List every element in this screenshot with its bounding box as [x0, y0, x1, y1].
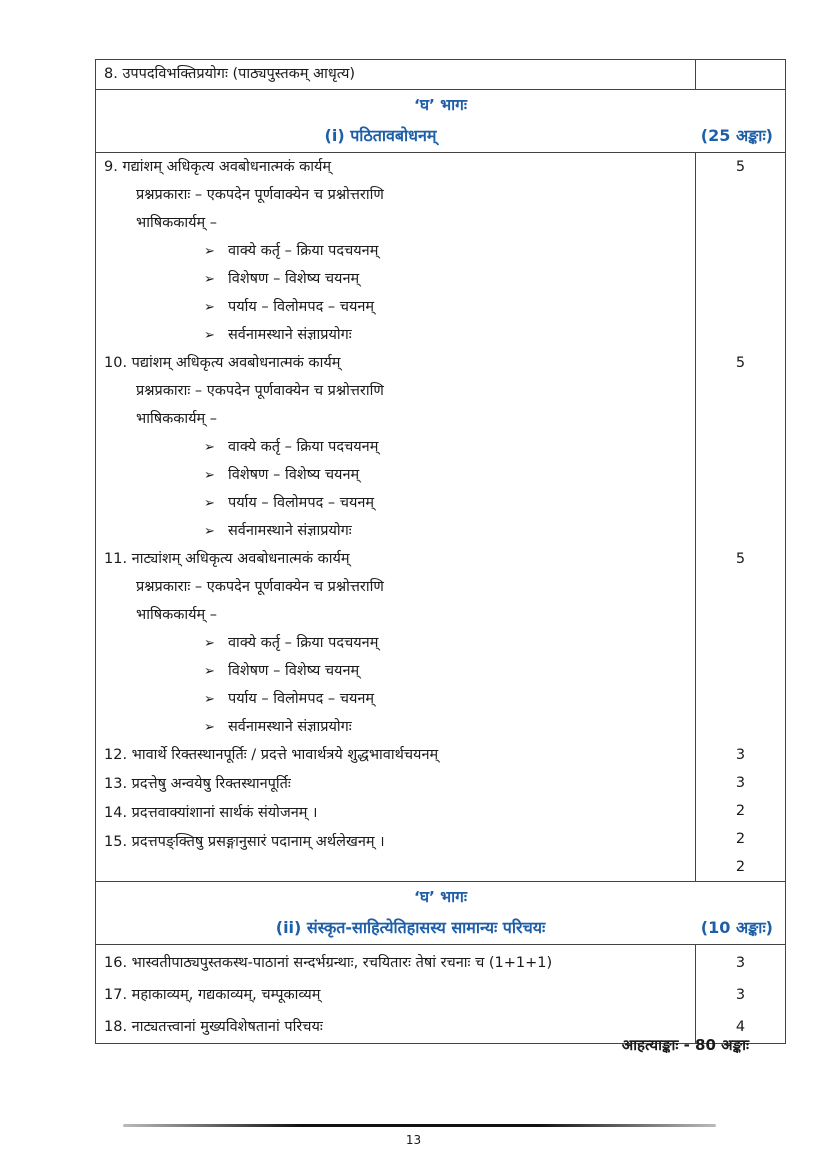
list-item: ➢ पर्याय – विलोमपद – चयनम्	[96, 489, 695, 517]
section-header-row	[96, 90, 786, 153]
table-row	[96, 153, 786, 882]
item-13-text: 13. प्रदत्तेषु अन्वयेषु रिक्तस्थानपूर्तिः	[104, 776, 291, 792]
item-9-title: 9. गद्यांशम् अधिकृत्य अवबोधनात्मकं कार्यम्	[104, 159, 332, 175]
table-row	[96, 945, 786, 1044]
arrow-bullet-icon: ➢	[204, 720, 215, 735]
item-13-mark: 3	[735, 775, 746, 791]
table-row	[96, 60, 786, 90]
item-10-title: 10. पद्यांशम् अधिकृत्य अवबोधनात्मकं कार्यम्	[104, 355, 341, 371]
list-item: ➢ सर्वनामस्थाने संज्ञाप्रयोगः	[96, 713, 695, 741]
item-14-mark: 2	[735, 803, 746, 819]
section-subheading: (i) पठितावबोधनम्	[324, 126, 437, 145]
syllabus-table	[95, 59, 786, 1044]
arrow-bullet-icon: ➢	[204, 328, 215, 343]
list-item: ➢ पर्याय – विलोमपद – चयनम्	[96, 685, 695, 713]
section-header-row	[96, 882, 786, 945]
section-heading: ‘घ’ भागः	[413, 888, 468, 906]
item-17-text: 17. महाकाव्यम्, गद्यकाव्यम्, चम्पूकाव्यम्	[104, 987, 321, 1003]
footer-rule	[123, 1124, 716, 1127]
arrow-bullet-icon: ➢	[204, 272, 215, 287]
arrow-bullet-icon: ➢	[204, 468, 215, 483]
item-15-text: 15. प्रदत्तपङ्क्तिषु प्रसङ्गानुसारं पदानाम् अर्थलेखनम् ।	[104, 834, 385, 850]
extra-mark: 2	[735, 859, 746, 875]
list-item: ➢ वाक्ये कर्तृ – क्रिया पदचयनम्	[96, 237, 695, 265]
arrow-bullet-icon: ➢	[204, 664, 215, 679]
item-11-question-types: प्रश्नप्रकाराः – एकपदेन पूर्णवाक्येन च प्रश्नोत्तराणि	[136, 579, 384, 595]
section-subheading-row	[96, 120, 785, 152]
item-12-text: 12. भावार्थे रिक्तस्थानपूर्तिः / प्रदत्ते भावार्थत्रये शुद्धभावार्थचयनम्	[104, 747, 439, 763]
list-item: ➢ विशेषण – विशेष्य चयनम्	[96, 265, 695, 293]
item-18-mark: 4	[735, 1019, 746, 1035]
list-item: ➢ पर्याय – विलोमपद – चयनम्	[96, 293, 695, 321]
section-marks: (25 अङ्काः)	[700, 126, 773, 145]
arrow-bullet-icon: ➢	[204, 440, 215, 455]
arrow-bullet-icon: ➢	[204, 524, 215, 539]
item-11-language-work: भाषिककार्यम् –	[136, 607, 218, 623]
list-item: ➢ विशेषण – विशेष्य चयनम्	[96, 461, 695, 489]
arrow-bullet-icon: ➢	[204, 244, 215, 259]
item-17-mark: 3	[735, 987, 746, 1003]
list-item: ➢ विशेषण – विशेष्य चयनम्	[96, 657, 695, 685]
item-16-mark: 3	[735, 955, 746, 971]
list-item: ➢ सर्वनामस्थाने संज्ञाप्रयोगः	[96, 321, 695, 349]
item-14-text: 14. प्रदत्तवाक्यांशानां सार्थकं संयोजनम् ।	[104, 805, 318, 821]
item-16-text: 16. भास्वतीपाठ्यपुस्तकस्थ-पाठानां सन्दर्भग्रन्थाः, रचयितारः तेषां रचनाः च (1+1+1)	[104, 955, 553, 971]
item-9-question-types: प्रश्नप्रकाराः – एकपदेन पूर्णवाक्येन च प्रश्नोत्तराणि	[136, 187, 384, 203]
item-15-mark: 2	[735, 831, 746, 847]
list-item: ➢ सर्वनामस्थाने संज्ञाप्रयोगः	[96, 517, 695, 545]
item-9-mark: 5	[735, 159, 746, 175]
item-12-mark: 3	[735, 747, 746, 763]
arrow-bullet-icon: ➢	[204, 692, 215, 707]
item-10-mark: 5	[735, 355, 746, 371]
list-item: ➢ वाक्ये कर्तृ – क्रिया पदचयनम्	[96, 433, 695, 461]
item-18-text: 18. नाट्यतत्त्वानां मुख्यविशेषतानां परिचयः	[104, 1019, 323, 1035]
item-8-text: 8. उपपदविभक्तिप्रयोगः (पाठ्यपुस्तकम् आधृत्य)	[104, 66, 356, 82]
section-marks: (10 अङ्काः)	[700, 918, 773, 937]
section-subheading-row	[96, 912, 785, 944]
item-9-language-work: भाषिककार्यम् –	[136, 215, 218, 231]
total-marks: आहत्याङ्काः - 80 अङ्काः	[621, 1036, 749, 1054]
page-number: 13	[405, 1133, 422, 1147]
section-subheading: (ii) संस्कृत-साहित्येतिहासस्य सामान्यः परिचयः	[275, 918, 546, 937]
list-item: ➢ वाक्ये कर्तृ – क्रिया पदचयनम्	[96, 629, 695, 657]
item-11-title: 11. नाट्यांशम् अधिकृत्य अवबोधनात्मकं कार्यम्	[104, 551, 350, 567]
arrow-bullet-icon: ➢	[204, 636, 215, 651]
item-10-language-work: भाषिककार्यम् –	[136, 411, 218, 427]
item-10-question-types: प्रश्नप्रकाराः – एकपदेन पूर्णवाक्येन च प्रश्नोत्तराणि	[136, 383, 384, 399]
item-11-mark: 5	[735, 551, 746, 567]
section-heading: ‘घ’ भागः	[413, 96, 468, 114]
arrow-bullet-icon: ➢	[204, 496, 215, 511]
arrow-bullet-icon: ➢	[204, 300, 215, 315]
